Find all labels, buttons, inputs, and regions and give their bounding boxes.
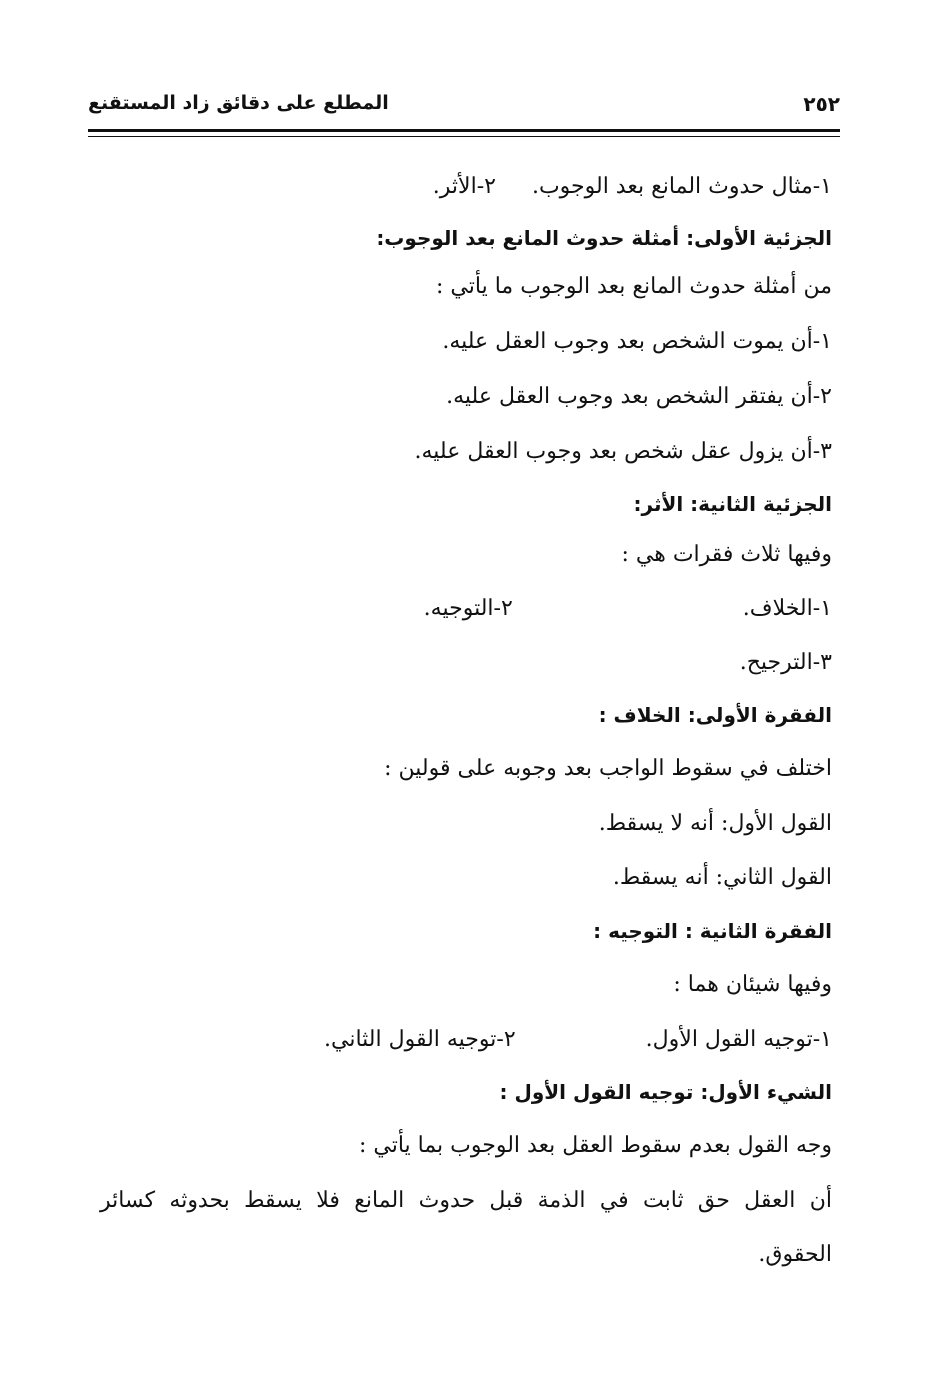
header-rule-thin [88, 136, 840, 137]
list-line [324, 1025, 832, 1055]
header-rule-thick [88, 129, 840, 132]
running-title: المطلع على دقائق زاد المستقنع [88, 92, 389, 114]
section-heading: الفقرة الأولى: الخلاف : [598, 703, 832, 727]
paragraph: وجه القول بعدم سقوط العقل بعد الوجوب بما يأتي : [358, 1133, 832, 1158]
list-item: ٢-توجيه القول الثاني. [323, 1027, 516, 1052]
paragraph: القول الأول: أنه لا يسقط. [598, 811, 832, 836]
page-header [88, 92, 840, 126]
section-heading: الجزئية الأولى: أمثلة حدوث المانع بعد الوجوب: [376, 226, 832, 250]
list-line [424, 594, 832, 624]
list-item: ٣-أن يزول عقل شخص بعد وجوب العقل عليه. [414, 439, 832, 464]
paragraph: الحقوق. [758, 1242, 832, 1267]
section-heading: الجزئية الثانية: الأثر: [633, 492, 832, 516]
paragraph: القول الثاني: أنه يسقط. [612, 865, 832, 890]
paragraph: اختلف في سقوط الواجب بعد وجوبه على قولين : [384, 756, 832, 781]
section-heading: الشيء الأول: توجيه القول الأول : [499, 1080, 832, 1104]
section-heading: الفقرة الثانية : التوجيه : [593, 919, 832, 943]
list-item: ٢-أن يفتقر الشخص بعد وجوب العقل عليه. [446, 384, 832, 409]
paragraph: وفيها شيئان هما : [673, 972, 832, 997]
list-item: ١-أن يموت الشخص بعد وجوب العقل عليه. [442, 329, 832, 354]
list-line [433, 172, 832, 202]
list-item: ١-مثال حدوث المانع بعد الوجوب. [531, 174, 832, 199]
list-item: ٣-الترجيح. [739, 650, 832, 675]
paragraph: وفيها ثلاث فقرات هي : [621, 542, 832, 567]
paragraph: أن العقل حق ثابت في الذمة قبل حدوث المانع فلا يسقط بحدوثه كسائر [100, 1188, 832, 1213]
list-item: ٢-التوجيه. [423, 596, 513, 621]
paragraph: من أمثلة حدوث المانع بعد الوجوب ما يأتي : [436, 274, 832, 299]
list-item: ١-الخلاف. [742, 596, 832, 621]
list-item: ٢-الأثر. [432, 174, 496, 199]
page-number: ٢٥٢ [803, 92, 840, 116]
list-item: ١-توجيه القول الأول. [645, 1027, 832, 1052]
